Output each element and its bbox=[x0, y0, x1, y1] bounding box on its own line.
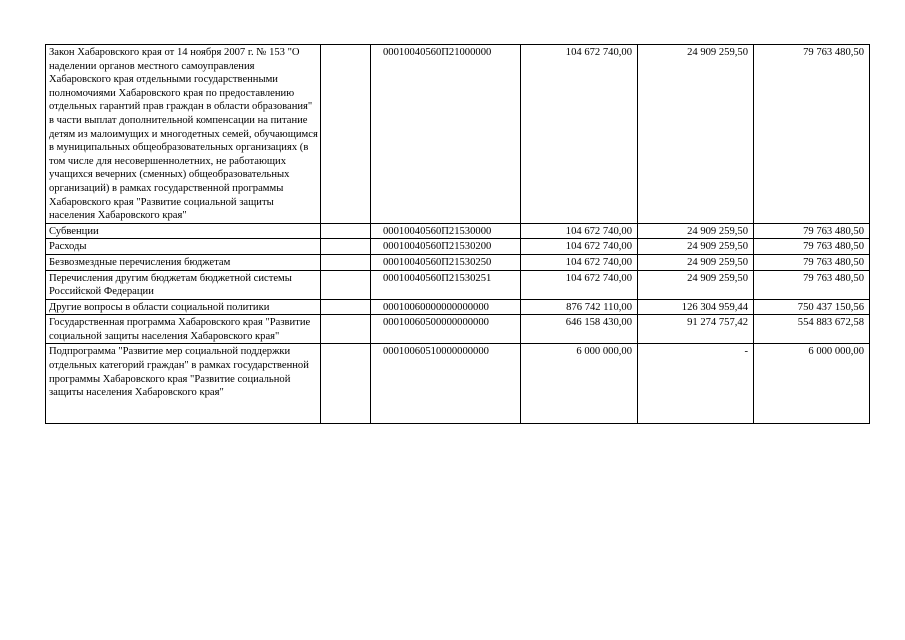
row-name: Другие вопросы в области социальной политики bbox=[46, 299, 321, 315]
table-row bbox=[46, 254, 870, 270]
row-name: Расходы bbox=[46, 239, 321, 255]
row-exec: 24 909 259,50 bbox=[638, 270, 754, 299]
row-name: Закон Хабаровского края от 14 ноября 2007 г. № 153 "О наделении органов местного самоуправления Хабаровского края отдельными государственными полномочиями Хабаровского края по предоставлению отдельных гарантий прав граждан в области образования" в части выплат дополнительной компенсации на питание детям из малоимущих и многодетных семей, обучающимся в муниципальных общеобразовательных организациях (в том числе для несовершеннолетних, не работающих учащихся вечерних (сменных) общеобразовательных организаций) в рамках государственной программы Хабаровского края "Развитие социальной защиты населения Хабаровского края" bbox=[46, 45, 321, 224]
row-plan: 6 000 000,00 bbox=[521, 344, 638, 424]
row-plan: 646 158 430,00 bbox=[521, 315, 638, 344]
row-code: 00010060000000000000 bbox=[371, 299, 521, 315]
row-plan: 104 672 740,00 bbox=[521, 223, 638, 239]
row-rest: 79 763 480,50 bbox=[754, 239, 870, 255]
row-exec: - bbox=[638, 344, 754, 424]
row-name: Государственная программа Хабаровского края "Развитие социальной защиты населения Хабаровского края" bbox=[46, 315, 321, 344]
row-rest: 79 763 480,50 bbox=[754, 223, 870, 239]
row-code: 00010040560П21530000 bbox=[371, 223, 521, 239]
row-code: 00010060510000000000 bbox=[371, 344, 521, 424]
table-row bbox=[46, 45, 870, 224]
row-exec: 24 909 259,50 bbox=[638, 239, 754, 255]
row-rest: 6 000 000,00 bbox=[754, 344, 870, 424]
row-exec: 24 909 259,50 bbox=[638, 223, 754, 239]
row-code: 00010040560П21530200 bbox=[371, 239, 521, 255]
row-code: 00010040560П21530251 bbox=[371, 270, 521, 299]
budget-table bbox=[45, 44, 870, 424]
row-plan: 104 672 740,00 bbox=[521, 239, 638, 255]
row-code: 00010040560П21000000 bbox=[371, 45, 521, 224]
row-name: Подпрограмма "Развитие мер социальной поддержки отдельных категорий граждан" в рамках государственной программы Хабаровского края "Развитие социальной защиты населения Хабаровского края" bbox=[46, 344, 321, 424]
empty-cell bbox=[321, 315, 371, 344]
row-rest: 79 763 480,50 bbox=[754, 45, 870, 224]
empty-cell bbox=[321, 299, 371, 315]
empty-cell bbox=[321, 45, 371, 224]
empty-cell bbox=[321, 223, 371, 239]
table-row bbox=[46, 344, 870, 424]
row-plan: 104 672 740,00 bbox=[521, 45, 638, 224]
row-rest: 750 437 150,56 bbox=[754, 299, 870, 315]
table-row bbox=[46, 239, 870, 255]
row-name: Перечисления другим бюджетам бюджетной системы Российской Федерации bbox=[46, 270, 321, 299]
empty-cell bbox=[321, 254, 371, 270]
row-plan: 876 742 110,00 bbox=[521, 299, 638, 315]
table-row bbox=[46, 299, 870, 315]
row-name: Субвенции bbox=[46, 223, 321, 239]
empty-cell bbox=[321, 270, 371, 299]
row-code: 00010060500000000000 bbox=[371, 315, 521, 344]
table-row bbox=[46, 315, 870, 344]
row-rest: 79 763 480,50 bbox=[754, 254, 870, 270]
table-row bbox=[46, 223, 870, 239]
row-plan: 104 672 740,00 bbox=[521, 254, 638, 270]
row-code: 00010040560П21530250 bbox=[371, 254, 521, 270]
row-rest: 554 883 672,58 bbox=[754, 315, 870, 344]
row-exec: 126 304 959,44 bbox=[638, 299, 754, 315]
row-exec: 24 909 259,50 bbox=[638, 254, 754, 270]
row-exec: 24 909 259,50 bbox=[638, 45, 754, 224]
row-name: Безвозмездные перечисления бюджетам bbox=[46, 254, 321, 270]
row-exec: 91 274 757,42 bbox=[638, 315, 754, 344]
row-rest: 79 763 480,50 bbox=[754, 270, 870, 299]
row-plan: 104 672 740,00 bbox=[521, 270, 638, 299]
empty-cell bbox=[321, 344, 371, 424]
table-row bbox=[46, 270, 870, 299]
empty-cell bbox=[321, 239, 371, 255]
